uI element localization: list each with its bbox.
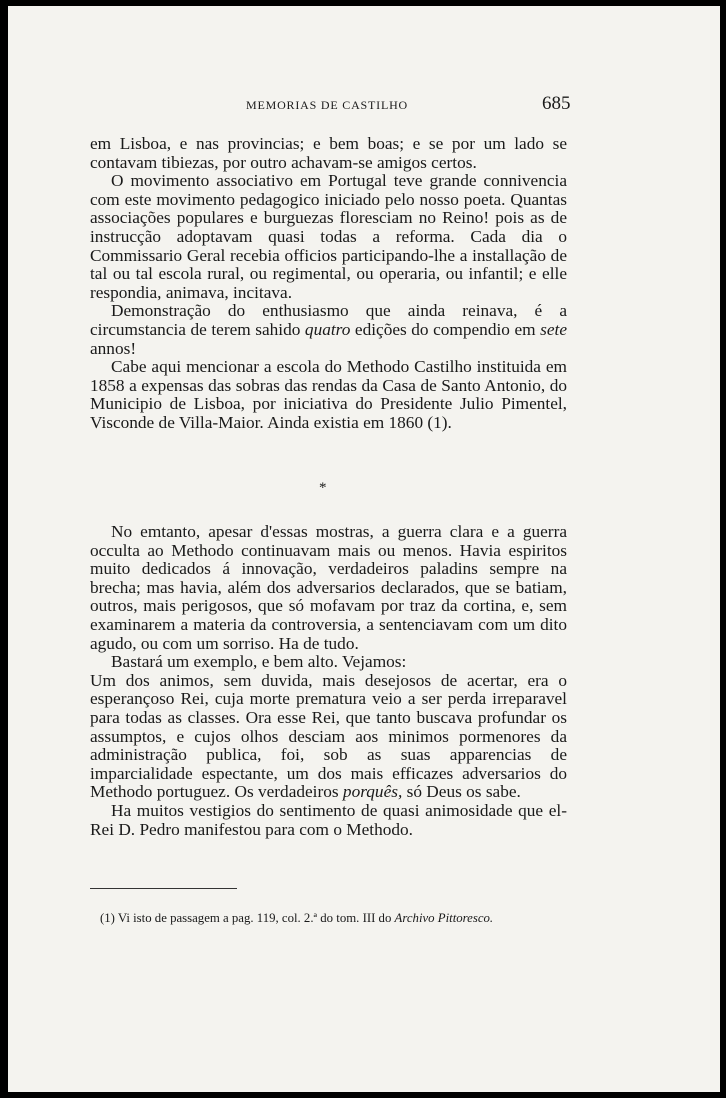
footnote: (1) Vi isto de passagem a pag. 119, col. 2.ª do tom. III do Archivo Pittoresco.: [100, 911, 494, 925]
footnote-divider: [90, 888, 237, 889]
paragraph: Ha muitos vestigios do sentimento de quasi animosidade que el-Rei D. Pedro manifestou para com o Methodo.: [90, 800, 567, 839]
page-number: 685: [542, 93, 571, 114]
body-text-lower: [90, 523, 567, 839]
paragraph: O movimento associativo em Portugal teve grande connivencia com este movimento pedagogico iniciado pelo nosso poeta. Quantas associações populares e burguezas floresciam no Reino! pois as de instrucção adoptavam quasi todas a reforma. Cada dia o Commissario Geral recebia officios participando-lhe a installação de tal ou tal escola rural, ou regimental, ou operaria, ou infantil; e elle respondia, animava, incitava.: [90, 171, 567, 302]
paragraph: No emtanto, apesar d'essas mostras, a guerra clara e a guerra occulta ao Methodo continuavam mais ou menos. Havia espiritos muito dedicados á innovação, verdadeiros paladins sempre na brecha; mas havia, além dos adversarios declarados, que se batiam, outros, mais perigosos, que só mofavam por traz da cortina, e, sem examinarem a materia da controversia, a sentenciavam com um dito agudo, ou com um sorriso. Ha de tudo.: [90, 522, 567, 653]
paragraph: Cabe aqui mencionar a escola do Methodo Castilho instituida em 1858 a expensas das sobras das rendas da Casa de Santo Antonio, do Municipio de Lisboa, por iniciativa do Presidente Julio Pimentel, Visconde de Villa-Maior. Ainda existia em 1860 (1).: [90, 357, 567, 432]
paragraph: Um dos animos, sem duvida, mais desejosos de acertar, era o esperançoso Rei, cuja morte prematura veio a ser perda irreparavel para todas as classes. Ora esse Rei, que tanto buscava profundar os assumptos, e cujos olhos desciam aos minimos pormenores da administração publica, foi, sob as suas apparencias de imparcialidade espectante, um dos mais efficazes adversarios do Methodo portuguez. Os verdadeiros porquês, só Deus os sabe.: [90, 670, 567, 802]
paragraph: Demonstração do enthusiasmo que ainda reinava, é a circumstancia de terem sahido quatro edições do compendio em sete annos!: [90, 301, 567, 358]
book-page: [8, 6, 720, 1092]
running-title: MEMORIAS DE CASTILHO: [246, 98, 409, 112]
section-separator: *: [319, 480, 327, 496]
paragraph: Bastará um exemplo, e bem alto. Vejamos:: [111, 652, 407, 672]
paragraph: em Lisboa, e nas provincias; e bem boas; e se por um lado se contavam tibiezas, por outro achavam-se amigos certos.: [90, 134, 567, 172]
page-header: [8, 93, 720, 120]
body-text-upper: [90, 135, 567, 433]
